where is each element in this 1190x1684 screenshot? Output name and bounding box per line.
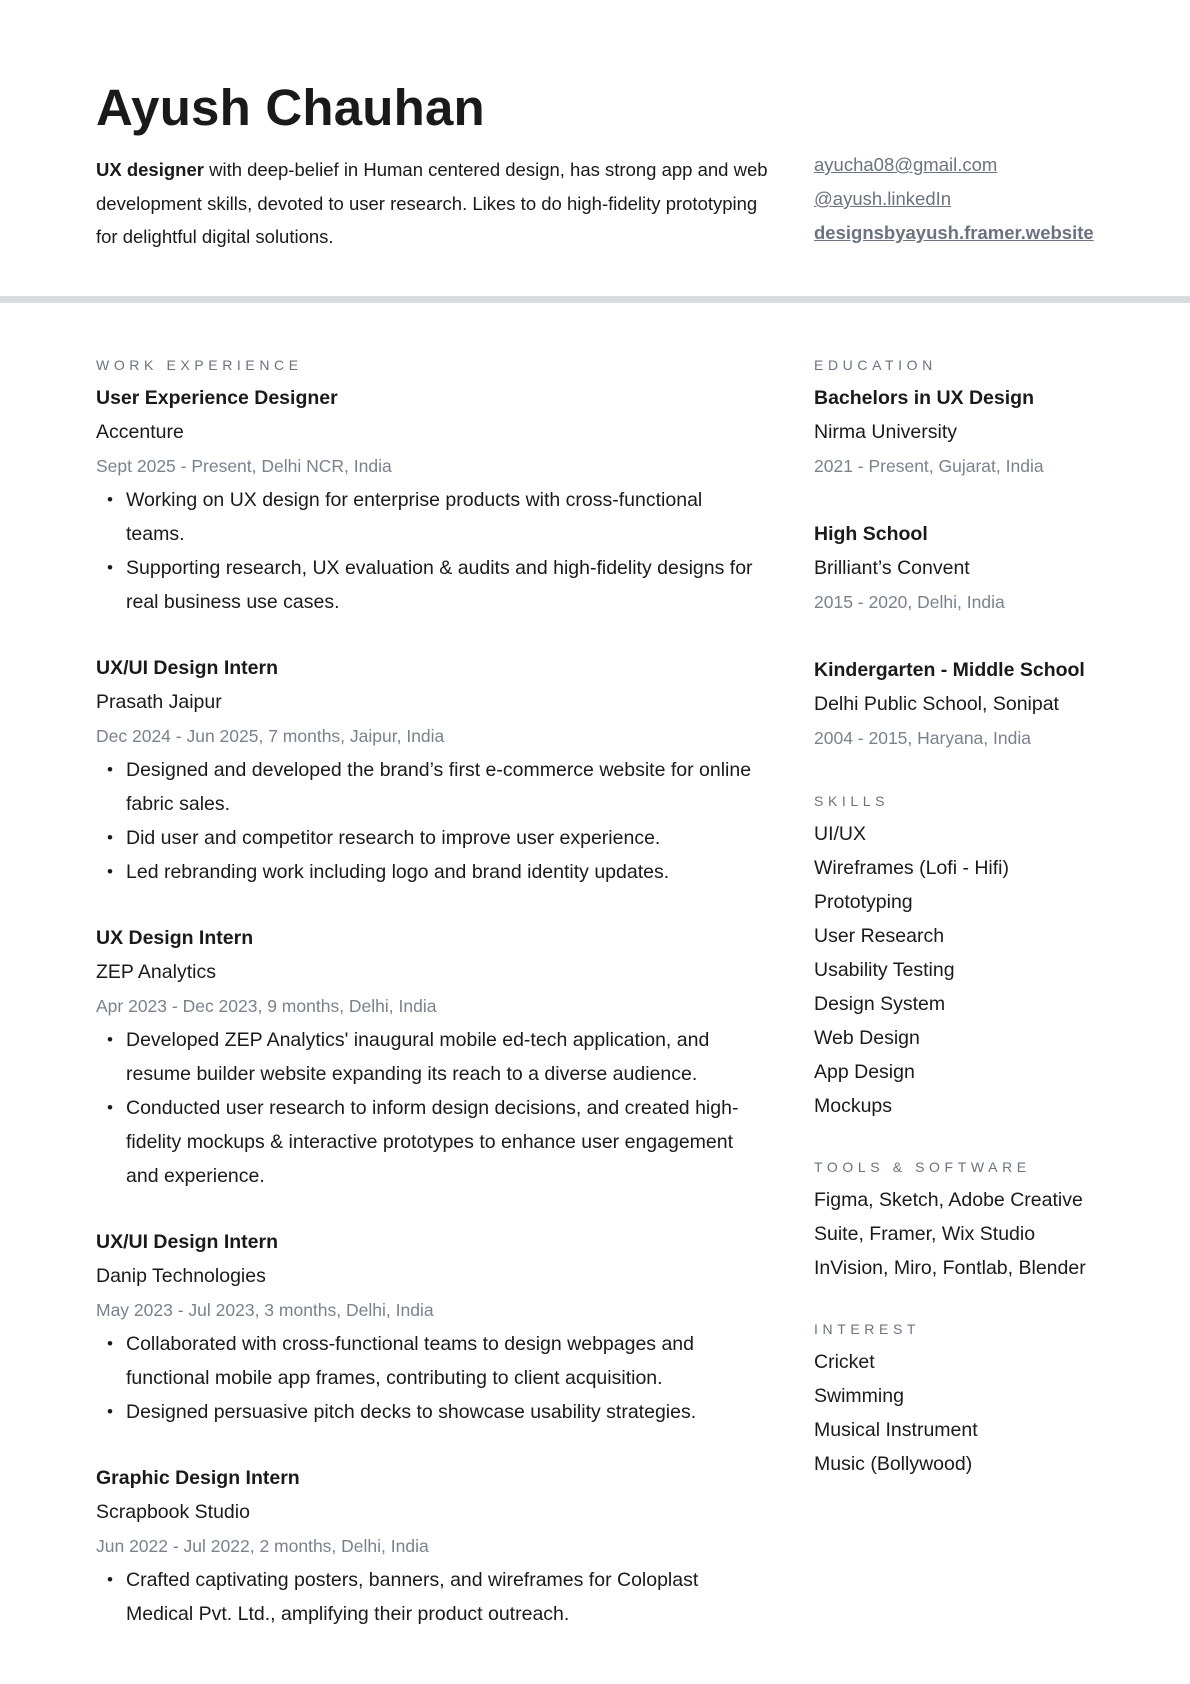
interest-item: Musical Instrument <box>814 1419 978 1441</box>
page-title: Ayush Chauhan <box>96 79 485 136</box>
resume-header <box>0 0 1190 296</box>
work-entry <box>96 651 756 889</box>
company-name: Danip Technologies <box>96 1265 266 1287</box>
job-bullet: • Supporting research, UX evaluation & audits and high-fidelity designs for real business use cases. <box>96 551 756 619</box>
job-bullet: • Conducted user research to inform design decisions, and created high-fidelity mockups & interactive prototypes to enhance user engagement and experience. <box>96 1091 756 1193</box>
education-entry <box>814 653 1174 755</box>
job-dates-location: Sept 2025 - Present, Delhi NCR, India <box>96 456 392 476</box>
job-bullets <box>96 1327 756 1429</box>
school-name: Nirma University <box>814 421 958 443</box>
skill-item: User Research <box>814 925 945 947</box>
job-bullets <box>96 1563 756 1631</box>
work-entry <box>96 1461 756 1631</box>
tools-heading: TOOLS & SOFTWARE <box>814 1159 1031 1175</box>
tools-line: Figma, Sketch, Adobe Creative <box>814 1189 1083 1211</box>
skills-section <box>814 791 1174 1123</box>
job-bullet: • Working on UX design for enterprise products with cross-functional teams. <box>96 483 756 551</box>
job-bullet: • Collaborated with cross-functional teams to design webpages and functional mobile app frames, contributing to client acquisition. <box>96 1327 756 1395</box>
job-dates-location: May 2023 - Jul 2023, 3 months, Delhi, India <box>96 1300 434 1320</box>
skill-item: Usability Testing <box>814 959 955 981</box>
skills-list <box>814 817 1174 1123</box>
education-dates-location: 2015 - 2020, Delhi, India <box>814 592 1005 612</box>
job-title: UX/UI Design Intern <box>96 657 279 679</box>
tools-line: Suite, Framer, Wix Studio <box>814 1223 1036 1245</box>
tools-section <box>814 1157 1174 1285</box>
job-bullet: • Did user and competitor research to improve user experience. <box>96 821 756 855</box>
work-experience-column <box>96 355 756 1663</box>
interest-item: Music (Bollywood) <box>814 1453 973 1475</box>
interest-list <box>814 1345 1174 1481</box>
job-bullet: • Designed persuasive pitch decks to showcase usability strategies. <box>96 1395 756 1429</box>
education-entry <box>814 517 1174 619</box>
email-link[interactable]: ayucha08@gmail.com <box>814 154 998 175</box>
work-entry <box>96 381 756 619</box>
skills-heading: SKILLS <box>814 793 890 809</box>
education-entry <box>814 381 1174 483</box>
skill-item: Wireframes (Lofi - Hifi) <box>814 857 1010 879</box>
tools-line: InVision, Miro, Fontlab, Blender <box>814 1257 1086 1279</box>
job-dates-location: Apr 2023 - Dec 2023, 9 months, Delhi, India <box>96 996 437 1016</box>
skill-item: Mockups <box>814 1095 893 1117</box>
school-name: Delhi Public School, Sonipat <box>814 693 1059 715</box>
degree-title: Bachelors in UX Design <box>814 387 1034 409</box>
summary-text: with deep-belief in Human centered design, has strong app and web development skills, devoted to user research. Likes to do high-fidelity prototyping for delightful digital solutions. <box>96 159 768 247</box>
linkedin-link[interactable]: @ayush.linkedIn <box>814 188 952 209</box>
header-divider <box>0 296 1190 303</box>
summary <box>96 153 768 254</box>
job-title: UX Design Intern <box>96 927 254 949</box>
skill-item: Prototyping <box>814 891 913 913</box>
job-dates-location: Dec 2024 - Jun 2025, 7 months, Jaipur, India <box>96 726 445 746</box>
company-name: Accenture <box>96 421 184 443</box>
degree-title: High School <box>814 523 928 545</box>
job-title: User Experience Designer <box>96 387 338 409</box>
job-bullets <box>96 1023 756 1193</box>
education-dates-location: 2004 - 2015, Haryana, India <box>814 728 1031 748</box>
job-bullet: • Led rebranding work including logo and brand identity updates. <box>96 855 756 889</box>
company-name: Prasath Jaipur <box>96 691 222 713</box>
work-entry <box>96 1225 756 1429</box>
school-name: Brilliant’s Convent <box>814 557 970 579</box>
skill-item: Web Design <box>814 1027 920 1049</box>
summary-role: UX designer <box>96 159 204 180</box>
interest-heading: INTEREST <box>814 1321 921 1337</box>
job-bullet: • Crafted captivating posters, banners, and wireframes for Coloplast Medical Pvt. Ltd., amplifying their product outreach. <box>96 1563 756 1631</box>
sidebar-column <box>814 355 1174 1515</box>
company-name: Scrapbook Studio <box>96 1501 250 1523</box>
website-link[interactable]: designsbyayush.framer.website <box>814 222 1094 243</box>
company-name: ZEP Analytics <box>96 961 216 983</box>
skill-item: UI/UX <box>814 823 867 845</box>
interest-section <box>814 1319 1174 1481</box>
skill-item: Design System <box>814 993 946 1015</box>
job-bullets <box>96 753 756 889</box>
contact-links <box>814 148 1174 250</box>
degree-title: Kindergarten - Middle School <box>814 659 1085 681</box>
job-title: Graphic Design Intern <box>96 1467 300 1489</box>
job-bullet: • Designed and developed the brand’s first e-commerce website for online fabric sales. <box>96 753 756 821</box>
work-experience-heading: WORK EXPERIENCE <box>96 357 303 373</box>
skill-item: App Design <box>814 1061 915 1083</box>
work-entry <box>96 921 756 1193</box>
job-dates-location: Jun 2022 - Jul 2022, 2 months, Delhi, India <box>96 1536 429 1556</box>
interest-item: Cricket <box>814 1351 875 1373</box>
job-bullet: • Developed ZEP Analytics' inaugural mobile ed-tech application, and resume builder website expanding its reach to a diverse audience. <box>96 1023 756 1091</box>
education-dates-location: 2021 - Present, Gujarat, India <box>814 456 1044 476</box>
education-heading: EDUCATION <box>814 357 937 373</box>
job-title: UX/UI Design Intern <box>96 1231 279 1253</box>
job-bullets <box>96 483 756 619</box>
interest-item: Swimming <box>814 1385 904 1407</box>
education-section <box>814 355 1174 755</box>
